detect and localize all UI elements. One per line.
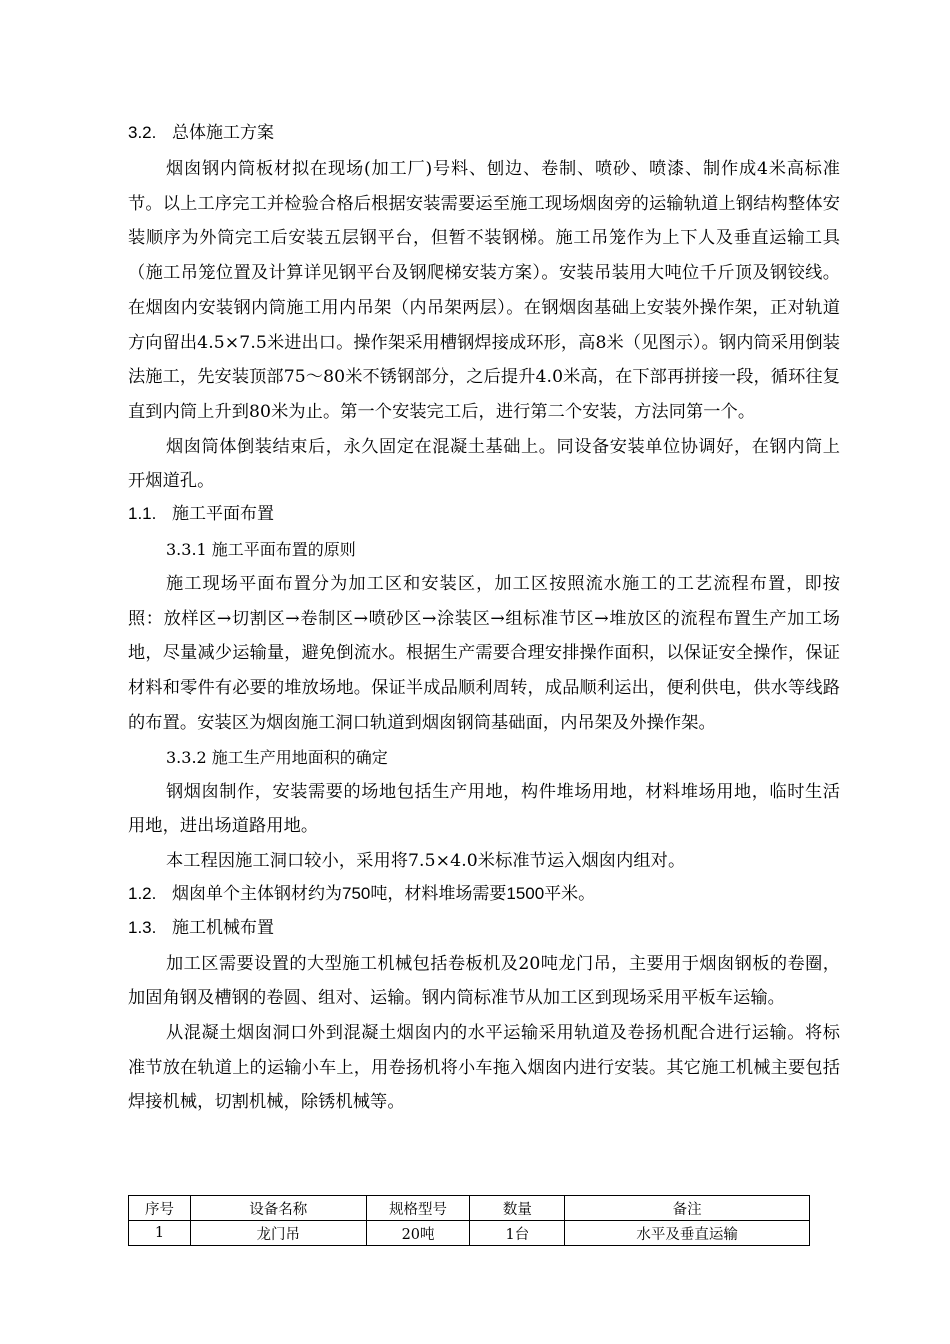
- table-cell: 20吨: [366, 1221, 470, 1246]
- column-header: 设备名称: [190, 1196, 366, 1221]
- equipment-table: [128, 1195, 810, 1246]
- column-header: 规格型号: [366, 1196, 470, 1221]
- table-header-row: [129, 1196, 810, 1221]
- table-cell: 1: [129, 1221, 191, 1246]
- section-number: 1.2.: [128, 883, 157, 903]
- section-title: 总体施工方案: [172, 123, 274, 142]
- paragraph: 本工程因施工洞口较小，采用将7.5×4.0米标准节运入烟囱内组对。: [166, 850, 686, 871]
- subsection-heading-3-3-2: 3.3.2 施工生产用地面积的确定: [166, 747, 388, 767]
- subsection-heading-3-3-1: 3.3.1 施工平面布置的原则: [166, 540, 356, 560]
- table-row: [129, 1221, 810, 1246]
- section-title: 施工平面布置: [172, 504, 274, 524]
- paragraph: 从混凝土烟囱洞口外到混凝土烟囱内的水平运输采用轨道及卷扬机配合进行运输。将标准节放在轨道上的运输小车上，用卷扬机将小车拖入烟囱内进行安装。其它施工机械主要包括焊接机械，切割机械，除锈机械等。: [128, 1023, 840, 1113]
- paragraph: 钢烟囱制作，安装需要的场地包括生产用地，构件堆场用地，材料堆场用地，临时生活用地，进出场道路用地。: [128, 781, 840, 837]
- document-body: [128, 118, 840, 1120]
- column-header: 序号: [129, 1196, 191, 1221]
- section-title: 烟囱单个主体钢材约为750吨，材料堆场需要1500平米。: [172, 883, 596, 903]
- section-heading-1-2: [128, 879, 840, 913]
- paragraph: 烟囱筒体倒装结束后，永久固定在混凝土基础上。同设备安装单位协调好，在钢内筒上开烟道孔。: [128, 436, 840, 492]
- paragraph: 烟囱钢内筒板材拟在现场(加工厂)号料、刨边、卷制、喷砂、喷漆、制作成4米高标准节。以上工序完工并检验合格后根据安装需要运至施工现场烟囱旁的运输轨道上钢结构整体安装顺序为外筒完工后安装五层钢平台，但暂不装钢梯。施工吊笼作为上下人及垂直运输工具（施工吊笼位置及计算详见钢平台及钢爬梯安装方案）。安装吊装用大吨位千斤顶及钢铰线。在烟囱内安装钢内筒施工用内吊架（内吊架两层）。在钢烟囱基础上安装外操作架，正对轨道方向留出4.5×7.5米进出口。操作架采用槽钢焊接成环形，高8米（见图示）。钢内筒采用倒装法施工，先安装顶部75～80米不锈钢部分，之后提升4.0米高，在下部再拼接一段，循环往复直到内筒上升到80米为止。第一个安装完工后，进行第二个安装，方法同第一个。: [128, 159, 840, 422]
- section-heading-1-1: [128, 499, 840, 533]
- paragraph: 加工区需要设置的大型施工机械包括卷板机及20吨龙门吊，主要用于烟囱钢板的卷圈，加固角钢及槽钢的卷圆、组对、运输。钢内筒标准节从加工区到现场采用平板车运输。: [128, 953, 840, 1009]
- section-heading-1-3: [128, 913, 840, 947]
- section-number: 1.1.: [128, 504, 157, 524]
- paragraph: 施工现场平面布置分为加工区和安装区，加工区按照流水施工的工艺流程布置，即按照：放样区→切割区→卷制区→喷砂区→涂装区→组标准节区→堆放区的流程布置生产加工场地，尽量减少运输量，避免倒流水。根据生产需要合理安排操作面积，以保证安全操作，保证材料和零件有必要的堆放场地。保证半成品顺利周转，成品顺利运出，便利供电，供水等线路的布置。安装区为烟囱施工洞口轨道到烟囱钢筒基础面，内吊架及外操作架。: [128, 574, 840, 733]
- section-heading-3-2: [128, 118, 840, 152]
- column-header: 备注: [565, 1196, 810, 1221]
- table-cell: 龙门吊: [190, 1221, 366, 1246]
- table-cell: 1台: [470, 1221, 565, 1246]
- column-header: 数量: [470, 1196, 565, 1221]
- table-cell: 水平及垂直运输: [565, 1221, 810, 1246]
- section-number: 1.3.: [128, 917, 157, 937]
- section-number: 3.2.: [128, 123, 157, 142]
- section-title: 施工机械布置: [172, 917, 274, 937]
